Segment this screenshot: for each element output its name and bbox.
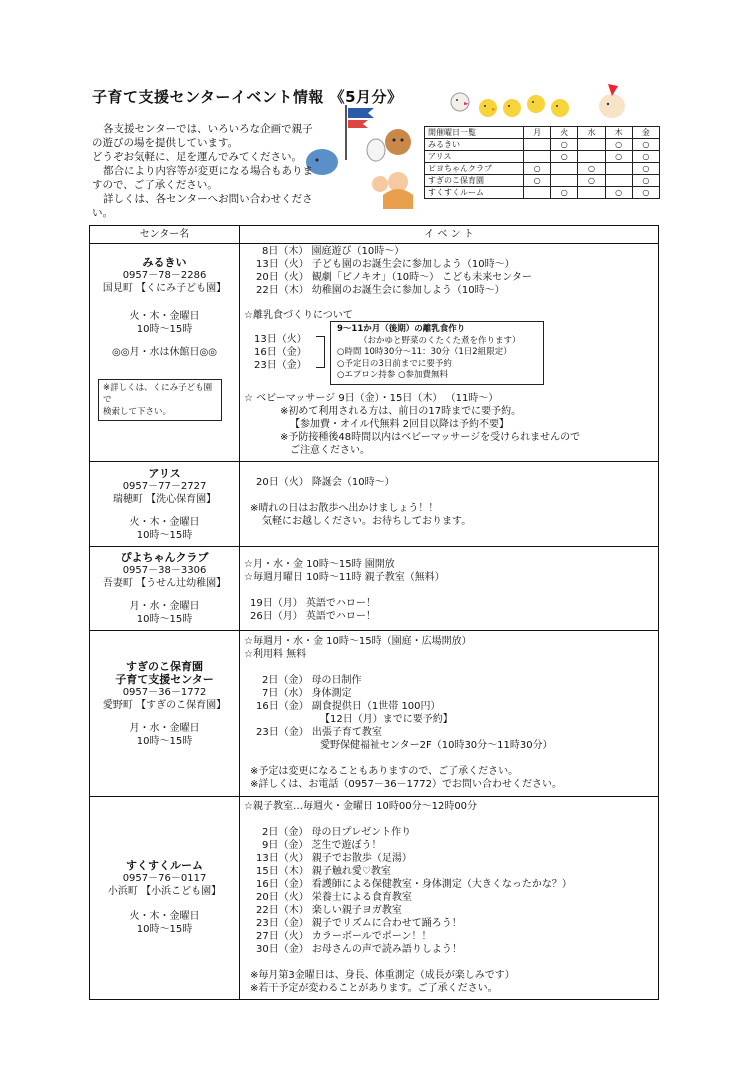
center-days: 月・水・金曜日	[129, 601, 200, 612]
schedule-cell: ○	[632, 139, 659, 151]
intro-line: すので、ご了承ください。	[92, 179, 218, 191]
event-item: 13日（火） 親子でお散歩（足湯）	[256, 853, 412, 864]
weaning-date: 13日（火）	[254, 334, 307, 345]
event-item: 20日（火） 降誕会（10時～）	[256, 477, 395, 488]
schedule-cell	[605, 175, 632, 187]
event-item: ※毎月第3金曜日は、身長、体重測定（成長が楽しみです）	[250, 970, 515, 981]
row-divider	[90, 243, 658, 244]
schedule-header: 火	[551, 127, 578, 139]
event-item: 愛野保健福祉センター2F（10時30分～11時30分）	[320, 740, 553, 751]
center-location: 吾妻町 【うせん辻幼稚園】	[102, 578, 227, 589]
schedule-cell: すくすくルーム	[425, 187, 524, 199]
schedule-cell: ○	[524, 175, 551, 187]
event-item: 8日（木） 園庭遊び（10時～）	[262, 246, 405, 257]
schedule-cell: ○	[605, 151, 632, 163]
weaning-box-line: ○予定日の3日前までに要予約	[337, 358, 452, 369]
event-item: ☆月・水・金 10時～15時 園開放	[244, 559, 395, 570]
center-hours: 10時～15時	[136, 324, 193, 335]
center-mirukii	[90, 256, 239, 359]
event-item: 13日（火） 子ども園のお誕生会に参加しよう（10時～）	[256, 259, 515, 270]
event-item: 7日（水） 身体測定	[262, 688, 352, 699]
center-days: 火・木・金曜日	[129, 311, 200, 322]
schedule-row	[425, 139, 660, 151]
schedule-cell: ○	[632, 187, 659, 199]
header-center: センター名	[139, 229, 190, 240]
schedule-cell: ○	[551, 139, 578, 151]
events-suginoko	[244, 635, 654, 791]
header-event: イ ベ ン ト	[424, 229, 474, 240]
intro-line: どうぞお気軽に、足を運んでみてください。	[92, 151, 302, 163]
row-divider	[90, 546, 658, 547]
schedule-cell	[578, 187, 605, 199]
center-alice	[90, 467, 239, 542]
center-name-sub: 子育て支援センター	[115, 673, 214, 686]
event-item: 2日（金） 母の日制作	[262, 675, 362, 686]
schedule-header: 水	[578, 127, 605, 139]
schedule-cell: すぎのこ保育園	[425, 175, 524, 187]
center-location: 愛野町 【すぎのこ保育園】	[102, 700, 227, 711]
event-item: 16日（金） 副食提供日（1世帯 100円）	[256, 701, 441, 712]
center-location: 瑞穂町 【洗心保育園】	[112, 494, 217, 505]
schedule-header: 木	[605, 127, 632, 139]
center-days: 火・木・金曜日	[129, 911, 200, 922]
center-hours: 10時～15時	[136, 736, 193, 747]
center-hours: 10時～15時	[136, 530, 193, 541]
event-item: ※若干予定が変わることがあります。ご了承ください。	[250, 983, 498, 994]
center-closed: ◎◎月・水は休館日◎◎	[112, 347, 217, 358]
schedule-cell: ○	[524, 163, 551, 175]
center-sukusuku	[90, 859, 239, 936]
center-location: 小浜町 【小浜こども園】	[107, 886, 222, 897]
schedule-cell	[578, 151, 605, 163]
schedule-cell: アリス	[425, 151, 524, 163]
event-item: 23日（金） 出張子育て教室	[256, 727, 382, 738]
center-location: 国見町 【くにみ子ども園】	[102, 283, 227, 294]
schedule-cell: ○	[551, 151, 578, 163]
center-name: ぴよちゃんクラブ	[120, 551, 209, 564]
schedule-cell	[605, 163, 632, 175]
schedule-cell: ○	[632, 163, 659, 175]
weaning-box-line: ○エプロン持参 ○参加費無料	[337, 370, 449, 380]
event-item: ☆利用料 無料	[244, 649, 307, 660]
schedule-row	[425, 175, 660, 187]
schedule-cell: ○	[578, 175, 605, 187]
event-item: 9日（金） 芝生で遊ぼう！	[262, 840, 382, 851]
schedule-header: 月	[524, 127, 551, 139]
schedule-cell: みるきい	[425, 139, 524, 151]
event-item: 16日（金） 看護師による保健教室・身体測定（大きくなったかな？）	[256, 879, 572, 890]
schedule-cell	[524, 187, 551, 199]
schedule-row	[425, 163, 660, 175]
events-mirukii	[244, 245, 654, 297]
schedule-header-row	[425, 127, 660, 139]
schedule-cell: ○	[605, 139, 632, 151]
event-item: ☆毎週月・水・金 10時～15時（園庭・広場開放）	[244, 636, 472, 647]
schedule-cell: ○	[578, 163, 605, 175]
mirukii-note	[98, 379, 222, 421]
events-alice	[244, 476, 654, 528]
weaning-box-line: ○時間 10時30分～11：30分（1日2組限定）	[337, 347, 512, 357]
schedule-cell	[524, 139, 551, 151]
massage-line: ☆ ベビーマッサージ 9日（金）・15日（木） （11時～）	[244, 393, 499, 404]
intro-text	[92, 122, 392, 220]
schedule-cell	[578, 139, 605, 151]
center-piyochan	[90, 551, 239, 626]
center-phone: 0957－76－0117	[122, 873, 207, 884]
event-item: ※詳しくは、お電話（0957－36－1772）でお問い合わせください。	[250, 779, 563, 790]
center-phone: 0957－38－3306	[122, 565, 207, 576]
event-item: 気軽にお越しください。お待ちしております。	[262, 516, 472, 527]
intro-line: 都合により内容等が変更になる場合もありま	[103, 165, 313, 177]
schedule-cell: ○	[551, 187, 578, 199]
page-title: 子育て支援センターイベント情報 《5月分》	[92, 88, 403, 106]
events-table	[89, 225, 659, 1000]
row-divider	[90, 461, 658, 462]
weaning-box-line: 9～11か月（後期）の離乳食作り	[337, 324, 466, 334]
weaning-date: 23日（金）	[254, 360, 307, 371]
intro-line: 詳しくは、各センターへお問い合わせくださ	[103, 193, 313, 205]
note-line: 検索して下さい。	[103, 407, 172, 417]
center-phone: 0957－78－2286	[122, 270, 207, 281]
intro-line: の遊びの場を提供しています。	[92, 137, 239, 149]
events-sukusuku	[244, 800, 654, 995]
schedule-header: 開催曜日一覧	[425, 127, 524, 139]
events-piyochan	[244, 558, 654, 623]
center-name: アリス	[148, 467, 181, 480]
center-name: すくすくルーム	[126, 859, 203, 872]
chick-icon	[551, 99, 569, 117]
event-item: 15日（木） 親子触れ愛♡教室	[256, 866, 391, 877]
schedule-row	[425, 187, 660, 199]
event-item: 【12日（月）までに要予約】	[320, 714, 453, 725]
row-divider	[90, 630, 658, 631]
event-item: ※予定は変更になることもありますので、ご了承ください。	[250, 766, 519, 777]
event-item: 30日（金） お母さんの声で読み語りしよう！	[256, 944, 462, 955]
massage-info	[244, 392, 654, 457]
weaning-box-line: （おかゆと野菜のくたくた煮を作ります）	[359, 335, 521, 346]
weaning-date: 16日（金）	[254, 347, 307, 358]
center-name: すぎのこ保育園	[126, 660, 203, 673]
event-item: 20日（火） 栄養士による食育教室	[256, 892, 412, 903]
center-days: 火・木・金曜日	[129, 517, 200, 528]
intro-line: い。	[92, 207, 113, 219]
massage-line: 【参加費・オイル代無料 2回目以降は予約不要】	[290, 419, 510, 430]
bracket	[316, 336, 325, 368]
chicks-illustration	[440, 80, 660, 125]
event-item: 27日（火） カラーボールでポーン！！	[256, 931, 432, 942]
event-item: 2日（金） 母の日プレゼント作り	[262, 827, 412, 838]
center-name: みるきい	[142, 256, 187, 269]
chick-icon	[527, 95, 545, 113]
massage-line: ご注意ください。	[290, 445, 370, 456]
event-item: 22日（木） 楽しい親子ヨガ教室	[256, 905, 402, 916]
center-hours: 10時～15時	[136, 614, 193, 625]
schedule-row	[425, 151, 660, 163]
event-item: ☆毎週月曜日 10時～11時 親子教室（無料）	[244, 572, 445, 583]
column-divider	[239, 226, 240, 999]
schedule-cell	[551, 175, 578, 187]
schedule-cell	[524, 151, 551, 163]
center-days: 月・水・金曜日	[129, 723, 200, 734]
event-item: 22日（木） 幼稚園のお誕生会に参加しよう（10時～）	[256, 285, 505, 296]
schedule-cell: ○	[632, 175, 659, 187]
center-phone: 0957－77－2727	[122, 481, 207, 492]
schedule-header: 金	[632, 127, 659, 139]
schedule-cell: ○	[632, 151, 659, 163]
row-divider	[90, 796, 658, 797]
event-item: 26日（月） 英語でハロー！	[250, 611, 376, 622]
center-suginoko	[90, 660, 239, 748]
massage-line: ※初めて利用される方は、前日の17時までに要予約。	[280, 406, 522, 417]
massage-line: ※予防接種後48時間以内はベビーマッサージを受けられませんので	[280, 432, 581, 443]
chick-icon	[451, 93, 469, 111]
event-item: ☆親子教室…毎週火・金曜日 10時00分～12時00分	[244, 801, 478, 812]
center-hours: 10時～15時	[136, 924, 193, 935]
weaning-box	[330, 321, 544, 385]
mother-chick-icon	[599, 84, 625, 118]
event-item: 23日（金） 親子でリズムに合わせて踊ろう！	[256, 918, 462, 929]
schedule-cell: ○	[605, 187, 632, 199]
schedule-cell: ピヨちゃんクラブ	[425, 163, 524, 175]
center-phone: 0957－36－1772	[122, 687, 207, 698]
schedule-cell	[551, 163, 578, 175]
event-item: 20日（火） 観劇「ピノキオ」（10時～） こども未来センター	[256, 272, 532, 283]
chick-icon	[503, 99, 521, 117]
weaning-title: ☆離乳食づくりについて	[244, 310, 353, 321]
event-item: ※晴れの日はお散歩へ出かけましょう！！	[250, 503, 439, 514]
weaning-dates	[244, 333, 324, 372]
chick-icon	[479, 99, 497, 117]
schedule-table	[424, 126, 660, 199]
event-item: 19日（月） 英語でハロー！	[250, 598, 376, 609]
intro-line: 各支援センターでは、いろいろな企画で親子	[103, 123, 313, 135]
note-line: ※詳しくは、くにみ子ども園で	[103, 383, 213, 405]
